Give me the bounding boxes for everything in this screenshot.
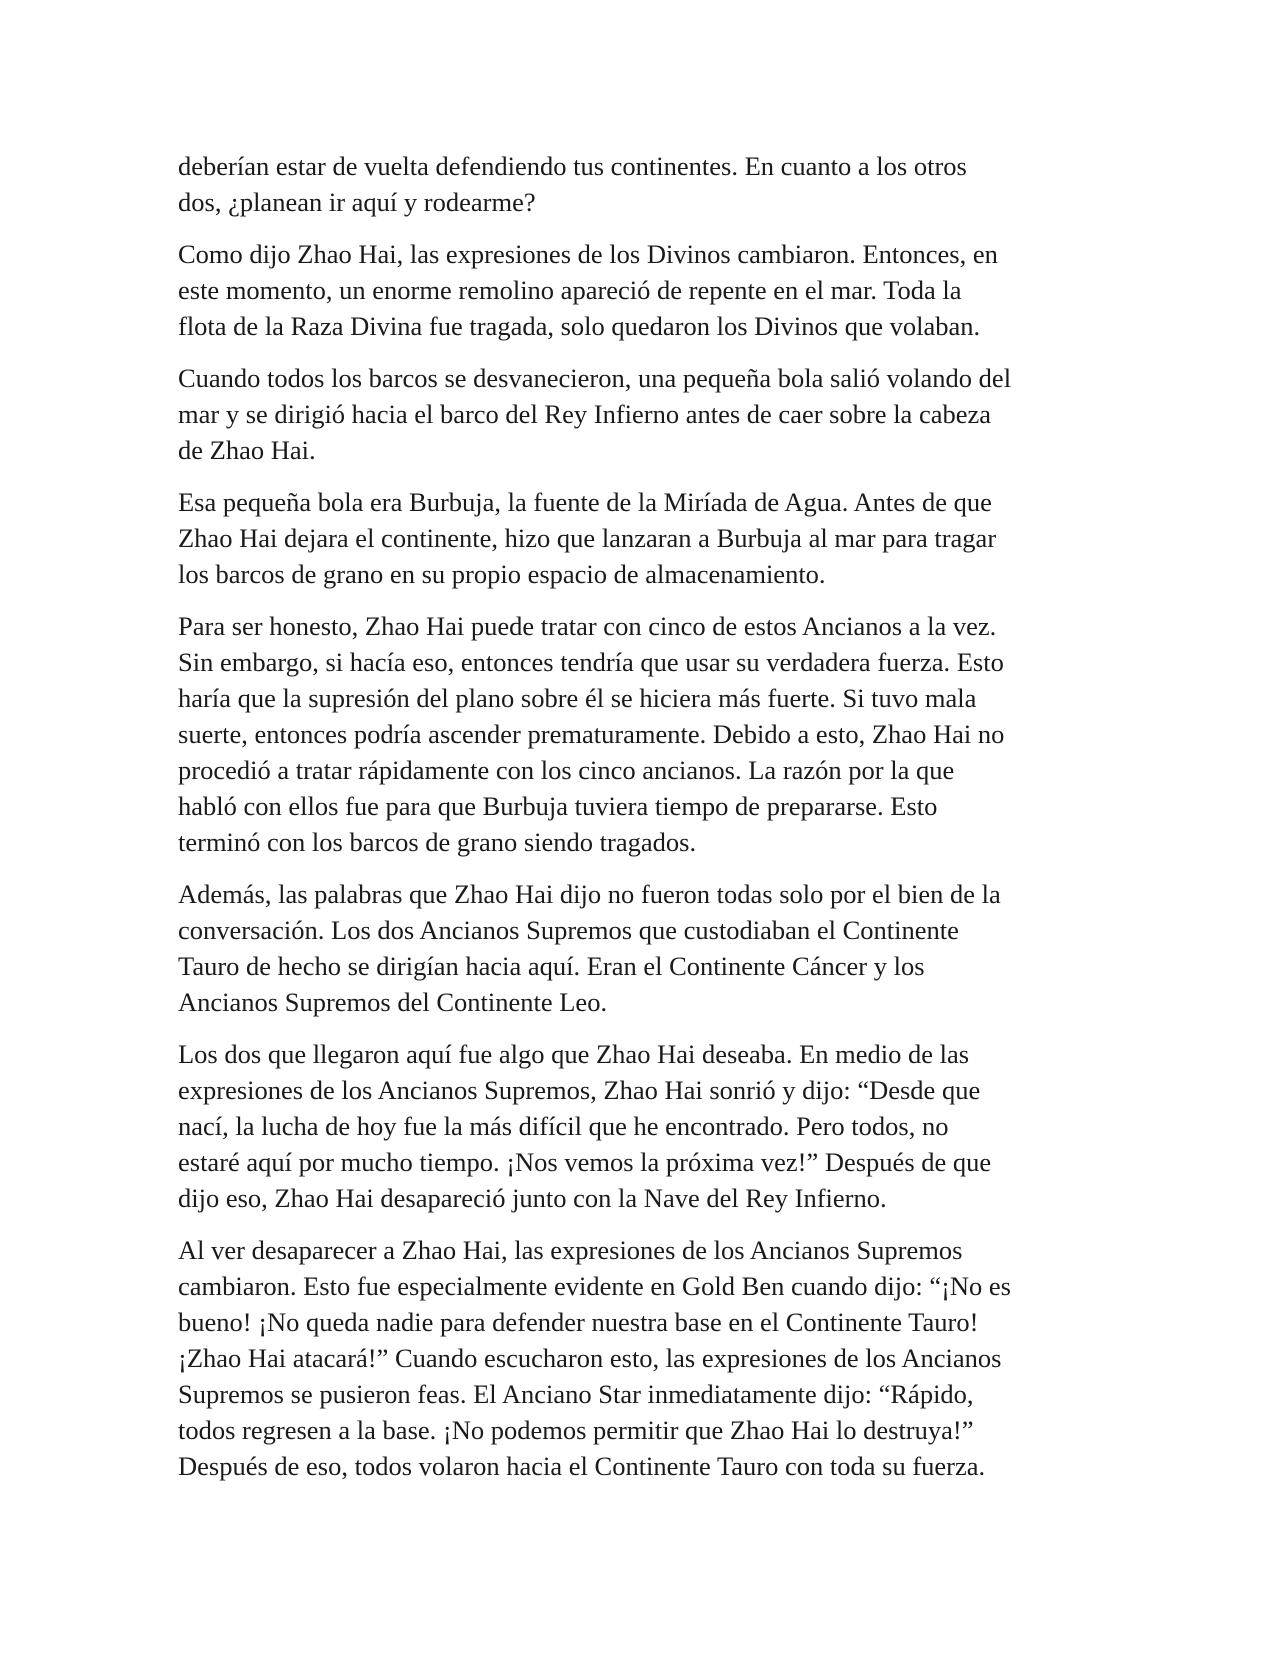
document-page — [178, 148, 1108, 1500]
paragraph-4: Esa pequeña bola era Burbuja, la fuente de la Miríada de Agua. Antes de que Zhao Hai dejara el continente, hizo que lanzaran a Burbuja al mar para tragar los barcos de grano en su propio espacio de almacenamiento. — [178, 487, 997, 589]
paragraph-1: deberían estar de vuelta defendiendo tus continentes. En cuanto a los otros dos, ¿planean ir aquí y rodearme? — [178, 151, 967, 217]
paragraph-7: Los dos que llegaron aquí fue algo que Zhao Hai deseaba. En medio de las expresiones de los Ancianos Supremos, Zhao Hai sonrió y dijo: “Desde que nací, la lucha de hoy fue la más difícil que he encontrado. Pero todos, no estaré aquí por mucho tiempo. ¡Nos vemos la próxima vez!” Después de que dijo eso, Zhao Hai desapareció junto con la Nave del Rey Infierno. — [178, 1039, 992, 1213]
paragraph-3: Cuando todos los barcos se desvanecieron, una pequeña bola salió volando del mar y se dirigió hacia el barco del Rey Infierno antes de caer sobre la cabeza de Zhao Hai. — [178, 363, 1012, 465]
paragraph-2: Como dijo Zhao Hai, las expresiones de los Divinos cambiaron. Entonces, en este momento, un enorme remolino apareció de repente en el mar. Toda la flota de la Raza Divina fue tragada, solo quedaron los Divinos que volaban. — [178, 239, 998, 341]
paragraph-8: Al ver desaparecer a Zhao Hai, las expresiones de los Ancianos Supremos cambiaron. Esto fue especialmente evidente en Gold Ben cuando dijo: “¡No es bueno! ¡No queda nadie para defender nuestra base en el Continente Tauro! ¡Zhao Hai atacará!” Cuando escucharon esto, las expresiones de los Ancianos Supremos se pusieron feas. El Anciano Star inmediatamente dijo: “Rápido, todos regresen a la base. ¡No podemos permitir que Zhao Hai lo destruya!” Después de eso, todos volaron hacia el Continente Tauro con toda su fuerza. — [178, 1235, 1011, 1481]
paragraph-6: Además, las palabras que Zhao Hai dijo no fueron todas solo por el bien de la conversación. Los dos Ancianos Supremos que custodiaban el Continente Tauro de hecho se dirigían hacia aquí. Eran el Continente Cáncer y los Ancianos Supremos del Continente Leo. — [178, 879, 1001, 1017]
paragraph-5: Para ser honesto, Zhao Hai puede tratar con cinco de estos Ancianos a la vez. Sin embargo, si hacía eso, entonces tendría que usar su verdadera fuerza. Esto haría que la supresión del plano sobre él se hiciera más fuerte. Si tuvo mala suerte, entonces podría ascender prematuramente. Debido a esto, Zhao Hai no procedió a tratar rápidamente con los cinco ancianos. La razón por la que habló con ellos fue para que Burbuja tuviera tiempo de prepararse. Esto terminó con los barcos de grano siendo tragados. — [178, 611, 1005, 857]
